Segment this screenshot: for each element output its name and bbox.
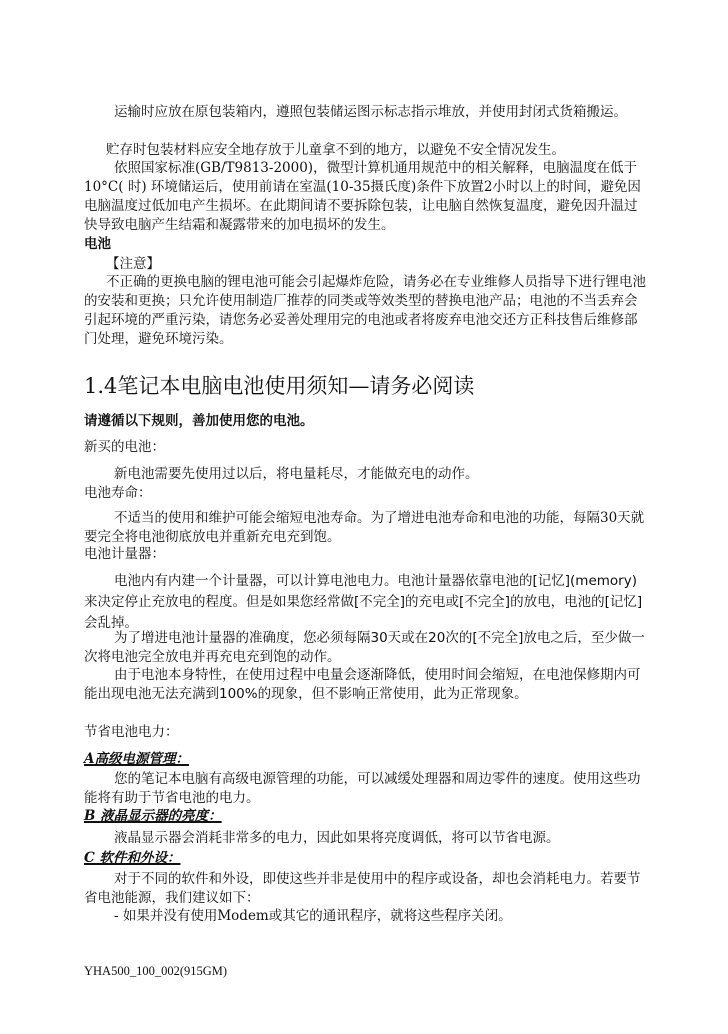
- battery-life-paragraph: 不适当的使用和维护可能会缩短电池寿命。为了增进电池寿命和电池的功能，每隔30天就要完全将电池彻底放电并重新充电充到饱。: [84, 510, 645, 545]
- storage-paragraph: 贮存时包装材料应安全地存放于儿童拿不到的地方，以避免不安全情况发生。: [106, 142, 565, 158]
- software-bullet: - 如果并没有使用Modem或其它的通讯程序，就将这些程序关闭。: [114, 908, 512, 924]
- power-management-title: [84, 750, 646, 769]
- intro-text: 请遵循以下规则，善加使用您的电池。: [84, 413, 314, 429]
- power-management-title-text: A高级电源管理：: [84, 751, 189, 767]
- lcd-brightness-title-text: B 液晶显示器的亮度：: [84, 808, 222, 824]
- document-code-footer: YHA500_100_002(915GM): [84, 964, 228, 978]
- transport-paragraph: 运输时应放在原包装箱内，遵照包装储运图示标志指示堆放，并使用封闭式货箱搬运。: [114, 104, 627, 120]
- new-battery-paragraph: 新电池需要先使用过以后，将电量耗尽，才能做充电的动作。: [114, 466, 479, 482]
- software-paragraph: 对于不同的软件和外设，即使这些并非是使用中的程序或设备，却也会消耗电力。若要节省电池能源，我们建议如下：: [84, 871, 641, 906]
- battery-life-title: 电池寿命：: [84, 485, 152, 501]
- battery-title: 电池: [84, 236, 111, 252]
- battery-meter-paragraph-2: 为了增进电池计量器的准确度，您必须每隔30天或在20次的[不完全]放电之后，至少做一次将电池完全放电并再充电充到饱的动作。: [84, 630, 645, 665]
- notice-label: 【注意】: [106, 256, 160, 272]
- new-battery-title: 新买的电池：: [84, 439, 165, 455]
- battery-meter-paragraph-1: 电池内有内建一个计量器，可以计算电池电力。电池计量器依靠电池的[记忆](memory)来决定停止充放电的程度。但是如果您经常做[不完全]的充电或[不完全]的放电，电池的[记忆]会乱掉。: [84, 573, 643, 631]
- software-title: [84, 849, 646, 868]
- section-heading: 1.4笔记本电脑电池使用须知—请务必阅读: [84, 374, 475, 398]
- lcd-brightness-paragraph: 液晶显示器会消耗非常多的电力，因此如果将亮度调低，将可以节省电源。: [114, 830, 560, 846]
- software-title-text: C 软件和外设：: [84, 850, 181, 866]
- saving-title: 节省电池电力：: [84, 724, 179, 740]
- temperature-paragraph: 依照国家标准(GB/T9813-2000)，微型计算机通用规范中的相关解释，电脑温度在低于10°C( 时) 环境储运后，使用前请在室温(10-35摄氏度)条件下放置2小时以上的时间，避免因电脑温度过低加电产生损坏。在此期间请不要拆除包装，让电脑自然恢复温度，避免因升温过快导致电脑产生结霜和凝露带来的加电损坏的发生。: [84, 160, 641, 233]
- notice-paragraph: 不正确的更换电脑的锂电池可能会引起爆炸危险，请务必在专业维修人员指导下进行锂电池的安装和更换；只允许使用制造厂推荐的同类或等效类型的替换电池产品；电池的不当丢弃会引起环境的严重污染，请您务必妥善处理用完的电池或者将废弃电池交还方正科技售后维修部门处理，避免环境污染。: [84, 274, 646, 347]
- battery-meter-paragraph-3: 由于电池本身特性，在使用过程中电量会逐渐降低，使用时间会缩短，在电池保修期内可能出现电池无法充满到100%的现象，但不影响正常使用，此为正常现象。: [84, 667, 641, 702]
- lcd-brightness-title: [84, 807, 646, 826]
- battery-meter-title: 电池计量器：: [84, 546, 165, 562]
- power-management-paragraph: 您的笔记本电脑有高级电源管理的功能，可以减缓处理器和周边零件的速度。使用这些功能将有助于节省电池的电力。: [84, 771, 641, 806]
